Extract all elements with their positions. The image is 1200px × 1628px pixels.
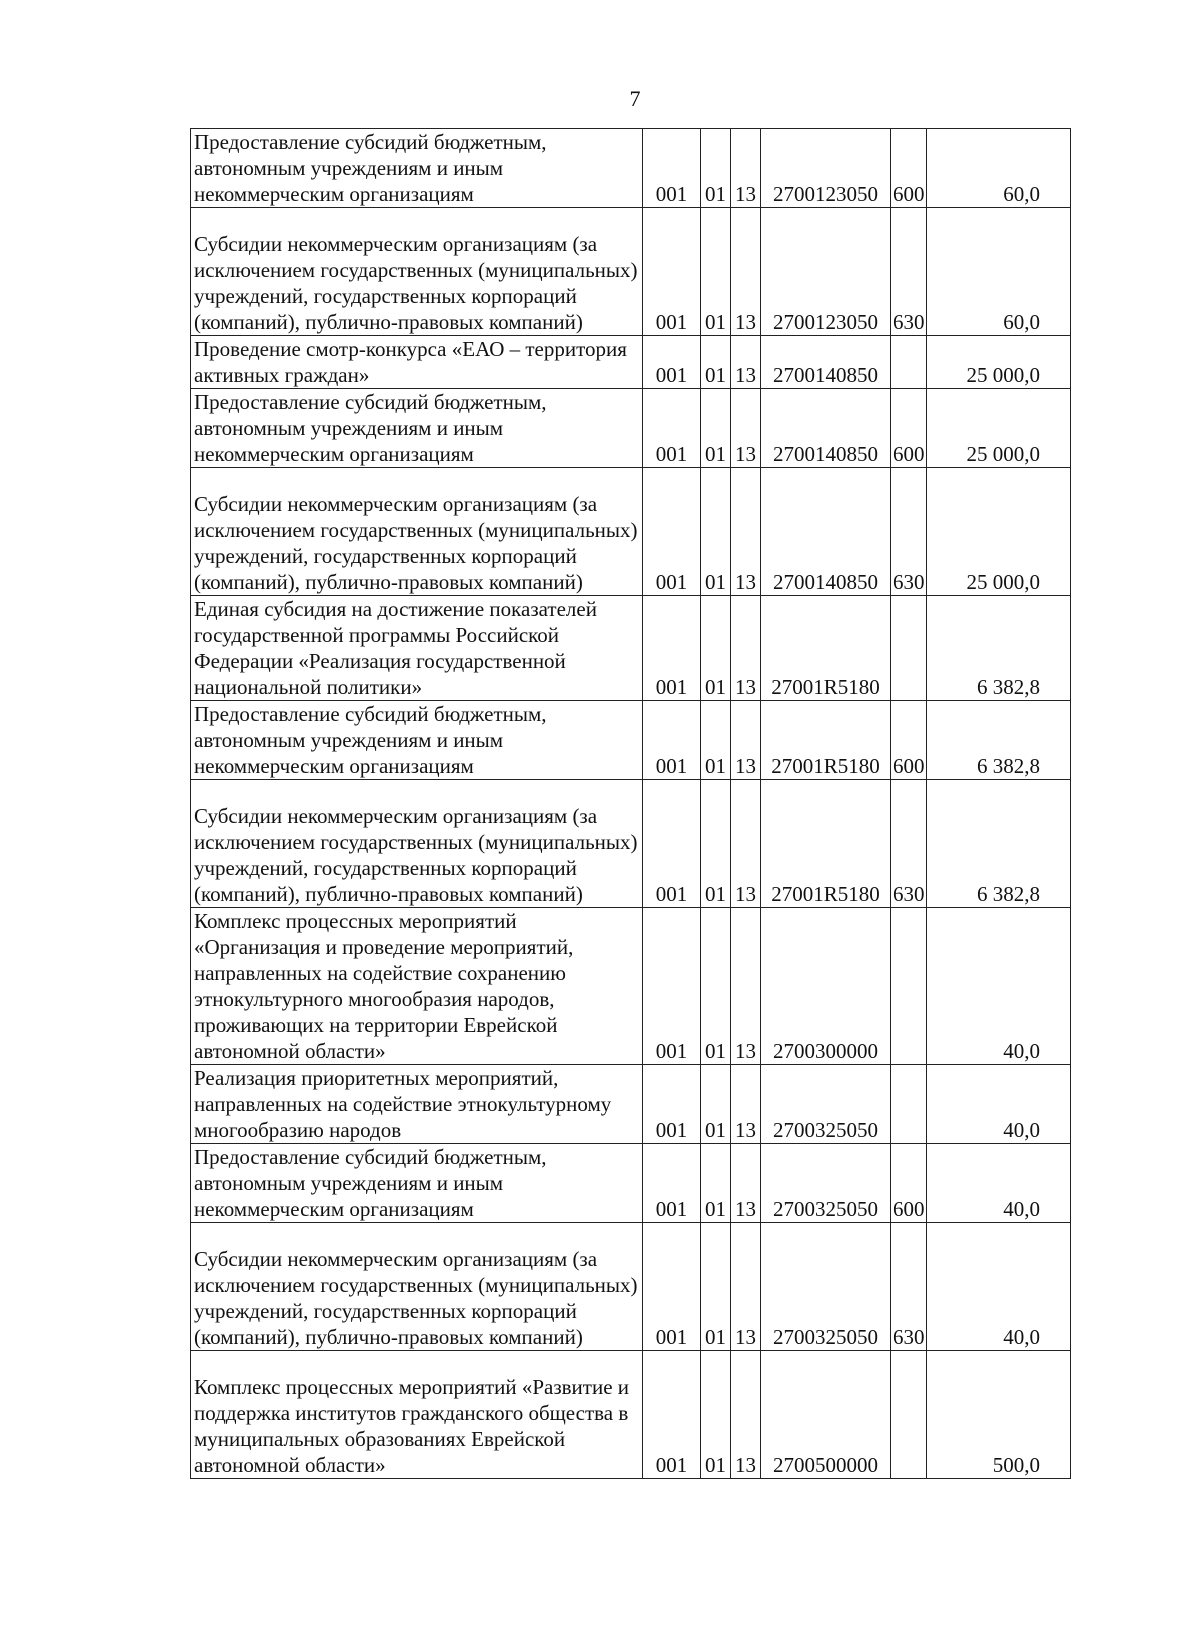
pr-cell: 13 [731,129,761,208]
vr-cell [891,336,927,389]
vr-cell: 600 [891,1144,927,1223]
csr-cell: 2700500000 [761,1351,891,1479]
row-name-cell: Субсидии некоммерческим организациям (за исключением государственных (муниципальных) учреждений, государственных корпораций (компаний), публично-правовых компаний) [191,780,643,908]
pr-cell: 13 [731,1144,761,1223]
sum-cell: 60,0 [927,129,1071,208]
sum-cell: 25 000,0 [927,468,1071,596]
ved-cell: 001 [643,129,701,208]
row-name-cell: Реализация приоритетных мероприятий, направленных на содействие этнокультурному многообразию народов [191,1065,643,1144]
csr-cell: 2700140850 [761,468,891,596]
row-name-cell: Комплекс процессных мероприятий «Организация и проведение мероприятий, направленных на содействие сохранению этнокультурного многообразия народов, проживающих на территории Еврейской автономной области» [191,908,643,1065]
rz-cell: 01 [701,1065,731,1144]
csr-cell: 2700140850 [761,389,891,468]
ved-cell: 001 [643,1223,701,1351]
budget-table [190,128,1071,1479]
pr-cell: 13 [731,780,761,908]
sum-cell: 6 382,8 [927,596,1071,701]
table-row [191,596,1071,701]
csr-cell: 2700123050 [761,129,891,208]
csr-cell: 2700325050 [761,1144,891,1223]
sum-cell: 40,0 [927,1065,1071,1144]
rz-cell: 01 [701,468,731,596]
ved-cell: 001 [643,336,701,389]
pr-cell: 13 [731,208,761,336]
page-number: 7 [629,86,641,111]
row-name-cell: Субсидии некоммерческим организациям (за исключением государственных (муниципальных) учреждений, государственных корпораций (компаний), публично-правовых компаний) [191,468,643,596]
sum-cell: 25 000,0 [927,336,1071,389]
vr-cell: 630 [891,780,927,908]
csr-cell: 27001R5180 [761,780,891,908]
rz-cell: 01 [701,336,731,389]
sum-cell: 25 000,0 [927,389,1071,468]
csr-cell: 2700325050 [761,1223,891,1351]
pr-cell: 13 [731,389,761,468]
table-row [191,129,1071,208]
rz-cell: 01 [701,701,731,780]
ved-cell: 001 [643,596,701,701]
table-row [191,908,1071,1065]
row-name-cell: Субсидии некоммерческим организациям (за исключением государственных (муниципальных) учреждений, государственных корпораций (компаний), публично-правовых компаний) [191,1223,643,1351]
pr-cell: 13 [731,1351,761,1479]
ved-cell: 001 [643,908,701,1065]
table-row [191,336,1071,389]
row-name-cell: Предоставление субсидий бюджетным, автономным учреждениям и иным некоммерческим организациям [191,1144,643,1223]
row-name-cell: Единая субсидия на достижение показателей государственной программы Российской Федерации «Реализация государственной национальной политики» [191,596,643,701]
table-row [191,208,1071,336]
row-name-cell: Проведение смотр-конкурса «ЕАО – территория активных граждан» [191,336,643,389]
sum-cell: 6 382,8 [927,780,1071,908]
ved-cell: 001 [643,389,701,468]
vr-cell [891,596,927,701]
vr-cell [891,908,927,1065]
table-row [191,389,1071,468]
ved-cell: 001 [643,1144,701,1223]
vr-cell [891,1351,927,1479]
pr-cell: 13 [731,1065,761,1144]
csr-cell: 2700325050 [761,1065,891,1144]
ved-cell: 001 [643,1065,701,1144]
rz-cell: 01 [701,1144,731,1223]
pr-cell: 13 [731,336,761,389]
csr-cell: 2700300000 [761,908,891,1065]
ved-cell: 001 [643,701,701,780]
table-row [191,1065,1071,1144]
table-row [191,468,1071,596]
ved-cell: 001 [643,208,701,336]
rz-cell: 01 [701,596,731,701]
sum-cell: 60,0 [927,208,1071,336]
rz-cell: 01 [701,908,731,1065]
csr-cell: 27001R5180 [761,701,891,780]
rz-cell: 01 [701,1223,731,1351]
row-name-cell: Субсидии некоммерческим организациям (за исключением государственных (муниципальных) учреждений, государственных корпораций (компаний), публично-правовых компаний) [191,208,643,336]
vr-cell: 600 [891,701,927,780]
vr-cell: 630 [891,1223,927,1351]
csr-cell: 2700140850 [761,336,891,389]
pr-cell: 13 [731,908,761,1065]
sum-cell: 40,0 [927,908,1071,1065]
table-row [191,780,1071,908]
vr-cell [891,1065,927,1144]
row-name-cell: Комплекс процессных мероприятий «Развитие и поддержка институтов гражданского общества в муниципальных образованиях Еврейской автономной области» [191,1351,643,1479]
sum-cell: 500,0 [927,1351,1071,1479]
row-name-cell: Предоставление субсидий бюджетным, автономным учреждениям и иным некоммерческим организациям [191,129,643,208]
vr-cell: 630 [891,208,927,336]
pr-cell: 13 [731,701,761,780]
ved-cell: 001 [643,1351,701,1479]
ved-cell: 001 [643,780,701,908]
vr-cell: 630 [891,468,927,596]
rz-cell: 01 [701,208,731,336]
rz-cell: 01 [701,129,731,208]
pr-cell: 13 [731,1223,761,1351]
csr-cell: 27001R5180 [761,596,891,701]
sum-cell: 6 382,8 [927,701,1071,780]
sum-cell: 40,0 [927,1223,1071,1351]
row-name-cell: Предоставление субсидий бюджетным, автономным учреждениям и иным некоммерческим организациям [191,701,643,780]
vr-cell: 600 [891,129,927,208]
rz-cell: 01 [701,780,731,908]
table-row [191,701,1071,780]
sum-cell: 40,0 [927,1144,1071,1223]
rz-cell: 01 [701,1351,731,1479]
table-row [191,1351,1071,1479]
table-row [191,1144,1071,1223]
rz-cell: 01 [701,389,731,468]
pr-cell: 13 [731,468,761,596]
pr-cell: 13 [731,596,761,701]
budget-table-body [191,129,1071,1479]
vr-cell: 600 [891,389,927,468]
table-row [191,1223,1071,1351]
ved-cell: 001 [643,468,701,596]
csr-cell: 2700123050 [761,208,891,336]
row-name-cell: Предоставление субсидий бюджетным, автономным учреждениям и иным некоммерческим организациям [191,389,643,468]
